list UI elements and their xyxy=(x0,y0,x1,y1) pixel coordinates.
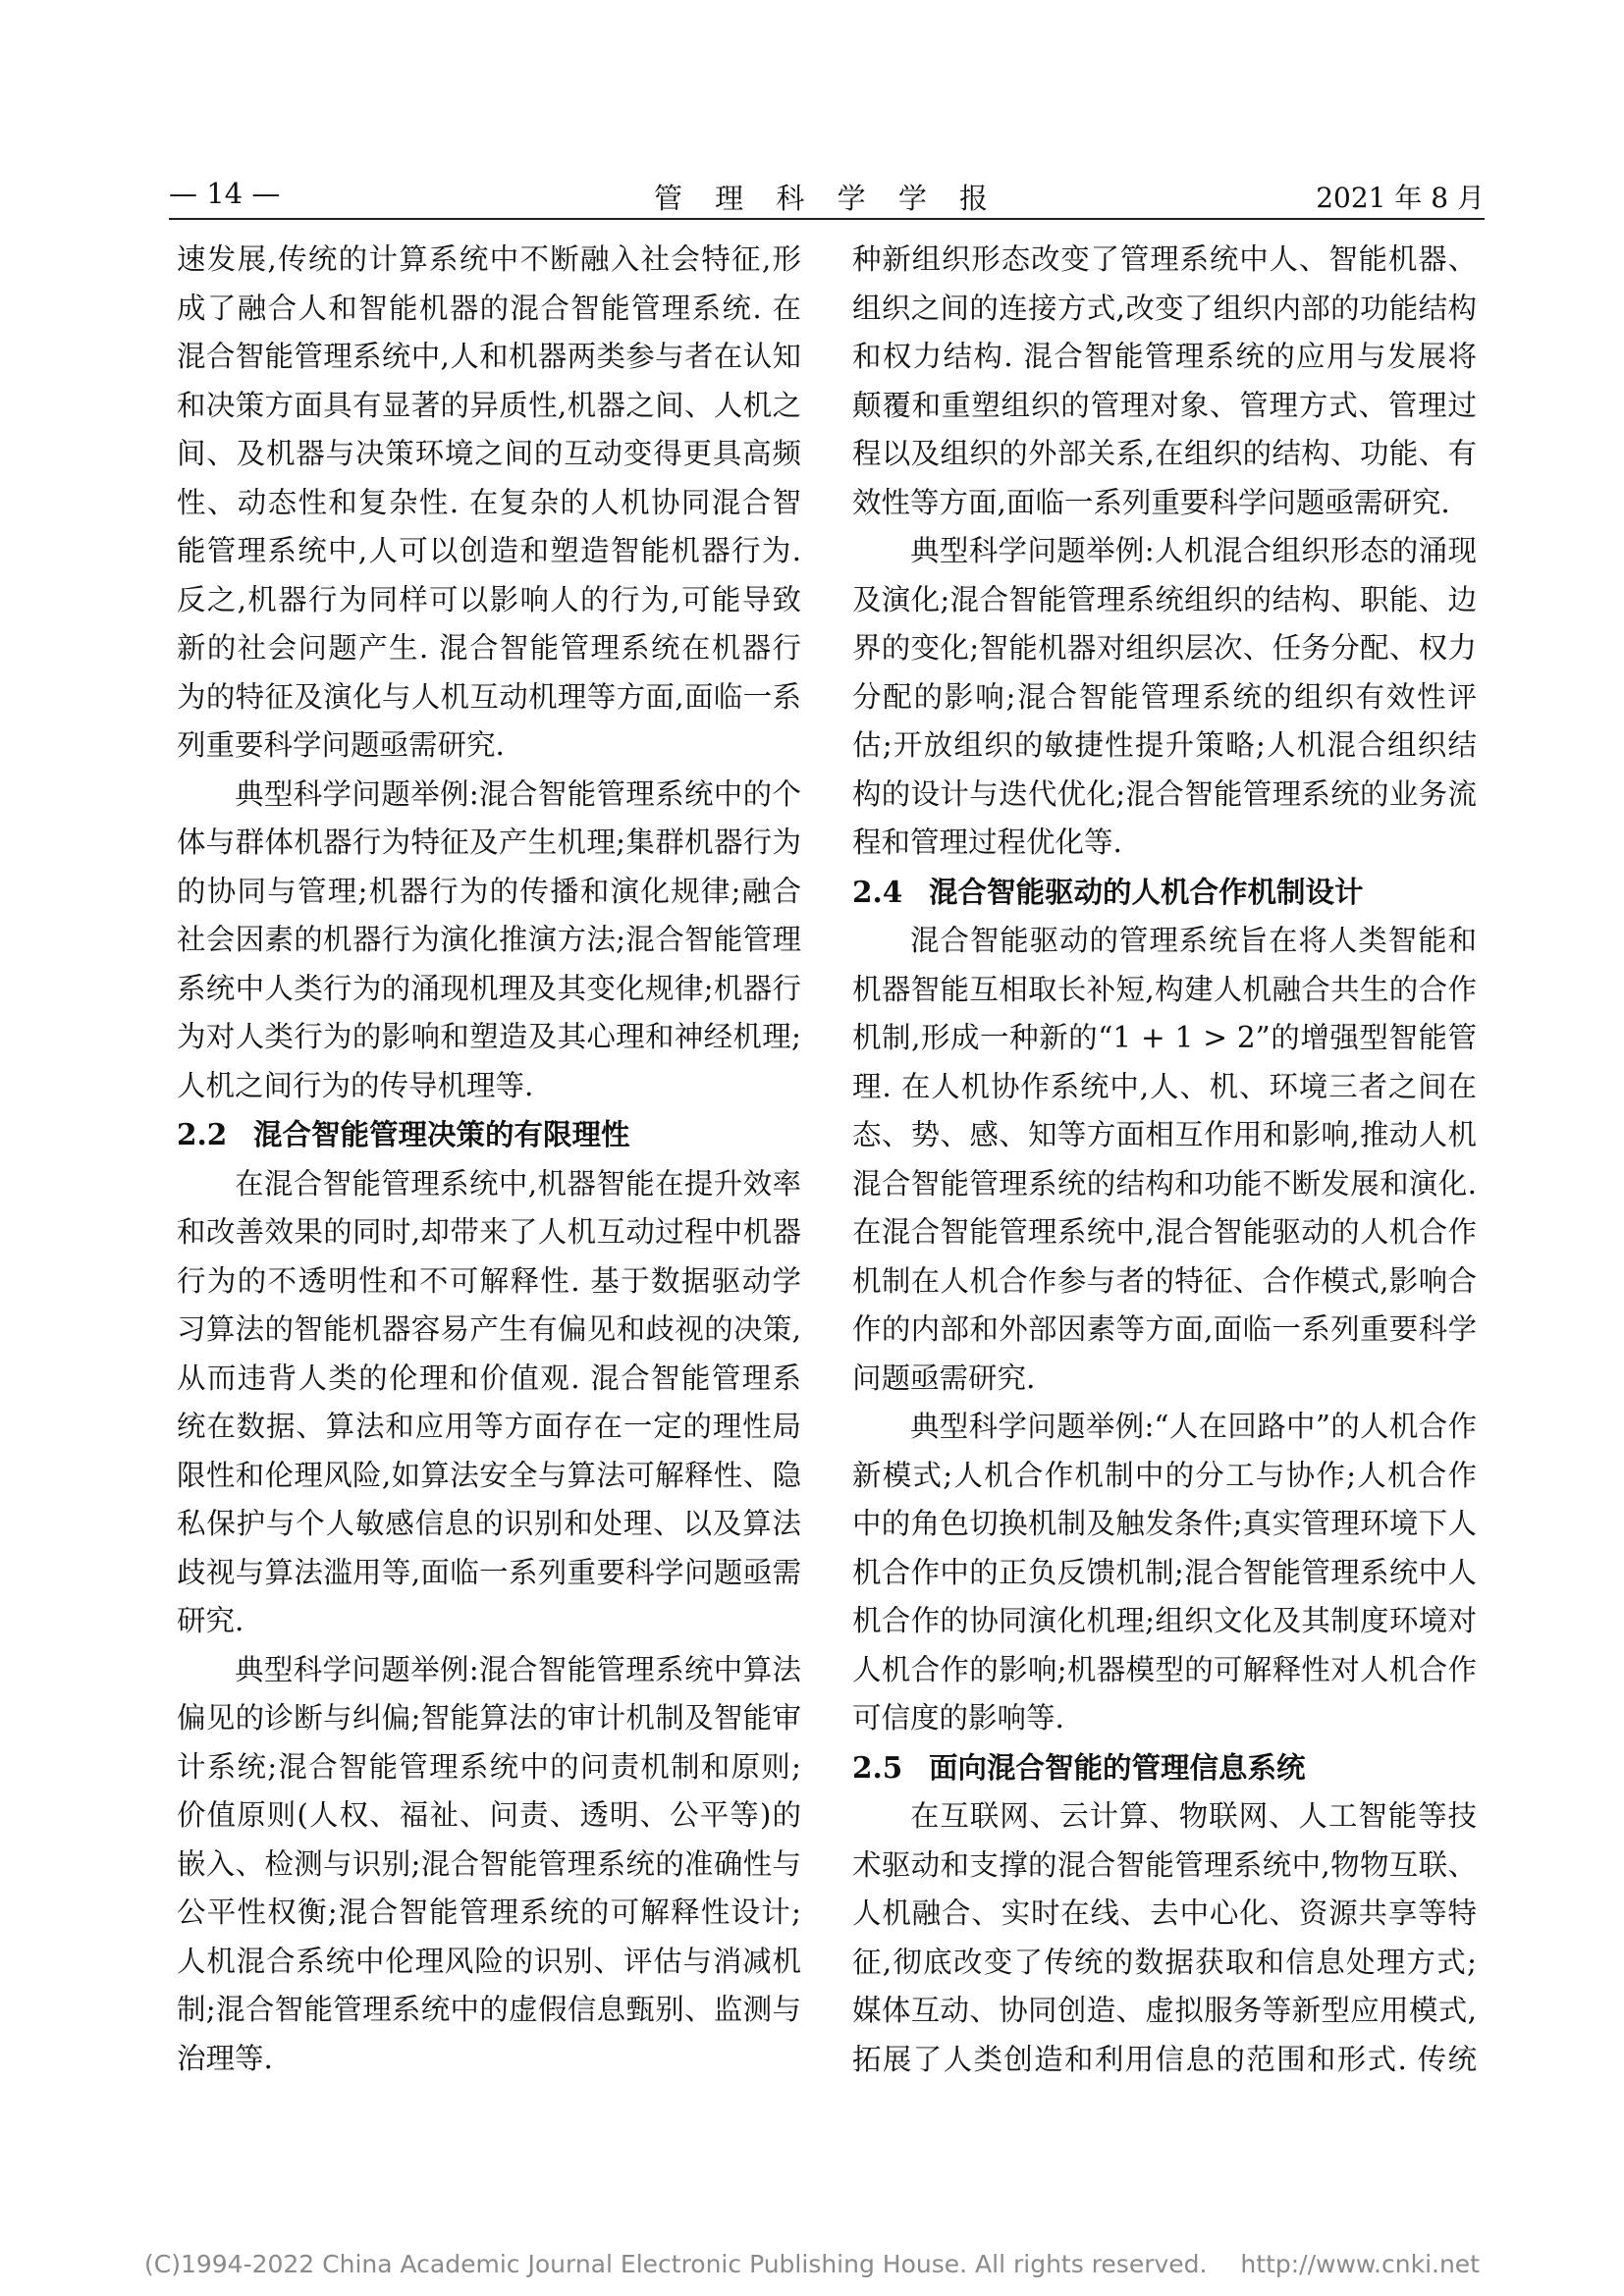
section-heading-2-4 xyxy=(852,868,1477,918)
paragraph: 混合智能驱动的管理系统旨在将人类智能和机器智能互相取长补短,构建人机融合共生的合作机制,形成一种新的“1 + 1 > 2”的增强型智能管理. 在人机协作系统中,人、机、环境三者之间在态、势、感、知等方面相互作用和影响,推动人机混合智能管理系统的结构和功能不断发展和演化. 在混合智能管理系统中,混合智能驱动的人机合作机制在人机合作参与者的特征、合作模式,影响合作的内部和外部因素等方面,面临一系列重要科学问题亟需研究. xyxy=(852,924,1477,1395)
section-number xyxy=(177,2083,253,2091)
paragraph: 种新组织形态改变了管理系统中人、智能机器、组织之间的连接方式,改变了组织内部的功能结构和权力结构. 混合智能管理系统的应用与发展将颠覆和重塑组织的管理对象、管理方式、管理过程以及组织的外部关系,在组织的结构、功能、有效性等方面,面临一系列重要科学问题亟需研究. xyxy=(852,242,1477,519)
page-number: — 14 — xyxy=(169,177,281,210)
section-title: 混合智能管理决策的有限理性 xyxy=(253,1118,630,1151)
section-title: 面向混合智能的管理信息系统 xyxy=(929,1750,1306,1785)
copyright-text: (C)1994-2022 China Academic Journal Electronic Publishing House. All rights reserved. xyxy=(143,2250,1208,2278)
paragraph: 在混合智能管理系统中,机器智能在提升效率和改善效果的同时,却带来了人机互动过程中机器行为的不透明性和不可解释性. 基于数据驱动学习算法的智能机器容易产生有偏见和歧视的决策,从而违背人类的伦理和价值观. 混合智能管理系统在数据、算法和应用等方面存在一定的理性局限性和伦理风险,如算法安全与算法可解释性、隐私保护与个人敏感信息的识别和处理、以及算法歧视与算法滥用等,面临一系列重要科学问题亟需研究. xyxy=(177,1166,801,1637)
left-column xyxy=(177,236,801,2091)
section-number: 2.2 xyxy=(177,1117,228,1151)
section-heading-2-5 xyxy=(852,1743,1477,1793)
running-header xyxy=(169,173,1485,216)
paragraph: 典型科学问题举例:“人在回路中”的人机合作新模式;人机合作机制中的分工与协作;人机合作中的角色切换机制及触发条件;真实管理环境下人机合作中的正负反馈机制;混合智能管理系统中人机合作的协同演化机理;组织文化及其制度环境对人机合作的影响;机器模型的可解释性对人机合作可信度的影响等. xyxy=(852,1410,1477,1735)
footer-url: http://www.cnki.net xyxy=(1240,2250,1480,2278)
section-heading-2-3 xyxy=(177,2083,801,2091)
right-column xyxy=(852,236,1477,2091)
issue-date: 2021 年 8 月 xyxy=(1316,182,1485,214)
paragraph: 典型科学问题举例:人机混合组织形态的涌现及演化;混合智能管理系统组织的结构、职能、边界的变化;智能机器对组织层次、任务分配、权力分配的影响;混合智能管理系统的组织有效性评估;开放组织的敏捷性提升策略;人机混合组织结构的设计与迭代优化;混合智能管理系统的业务流程和管理过程优化等. xyxy=(852,534,1477,859)
section-title: 混合智能驱动的人机合作机制设计 xyxy=(929,875,1364,909)
header-rule xyxy=(169,218,1485,220)
paragraph: 典型科学问题举例:混合智能管理系统中算法偏见的诊断与纠偏;智能算法的审计机制及智能审计系统;混合智能管理系统中的问责机制和原则;价值原则(人权、福祉、问责、透明、公平等)的嵌入、检测与识别;混合智能管理系统的准确性与公平性权衡;混合智能管理系统的可解释性设计;人机混合系统中伦理风险的识别、评估与消减机制;混合智能管理系统中的虚假信息甄别、监测与治理等. xyxy=(177,1652,801,2075)
section-number: 2.4 xyxy=(852,874,903,909)
paragraph: 典型科学问题举例:混合智能管理系统中的个体与群体机器行为特征及产生机理;集群机器行为的协同与管理;机器行为的传播和演化规律;融合社会因素的机器行为演化推演方法;混合智能管理系统中人类行为的涌现机理及其变化规律;机器行为对人类行为的影响和塑造及其心理和神经机理;人机之间行为的传导机理等. xyxy=(177,776,801,1102)
section-heading-2-2 xyxy=(177,1110,801,1160)
copyright-footer xyxy=(0,2250,1624,2278)
journal-title: 管 理 科 学 学 报 xyxy=(653,182,1001,215)
paragraph: 速发展,传统的计算系统中不断融入社会特征,形成了融合人和智能机器的混合智能管理系统. 在混合智能管理系统中,人和机器两类参与者在认知和决策方面具有显著的异质性,机器之间、人机之间、及机器与决策环境之间的互动变得更具高频性、动态性和复杂性. 在复杂的人机协同混合智能管理系统中,人可以创造和塑造智能机器行为. 反之,机器行为同样可以影响人的行为,可能导致新的社会问题产生. 混合智能管理系统在机器行为的特征及演化与人机互动机理等方面,面临一系列重要科学问题亟需研究. xyxy=(177,242,801,762)
section-number: 2.5 xyxy=(852,1749,903,1785)
paragraph: 在互联网、云计算、物联网、人工智能等技术驱动和支撑的混合智能管理系统中,物物互联、人机融合、实时在线、去中心化、资源共享等特征,彻底改变了传统的数据获取和信息处理方式;媒体互动、协同创造、虚拟服务等新型应用模式,拓展了人类创造和利用信息的范围和形式. 传统 xyxy=(852,1799,1477,2076)
